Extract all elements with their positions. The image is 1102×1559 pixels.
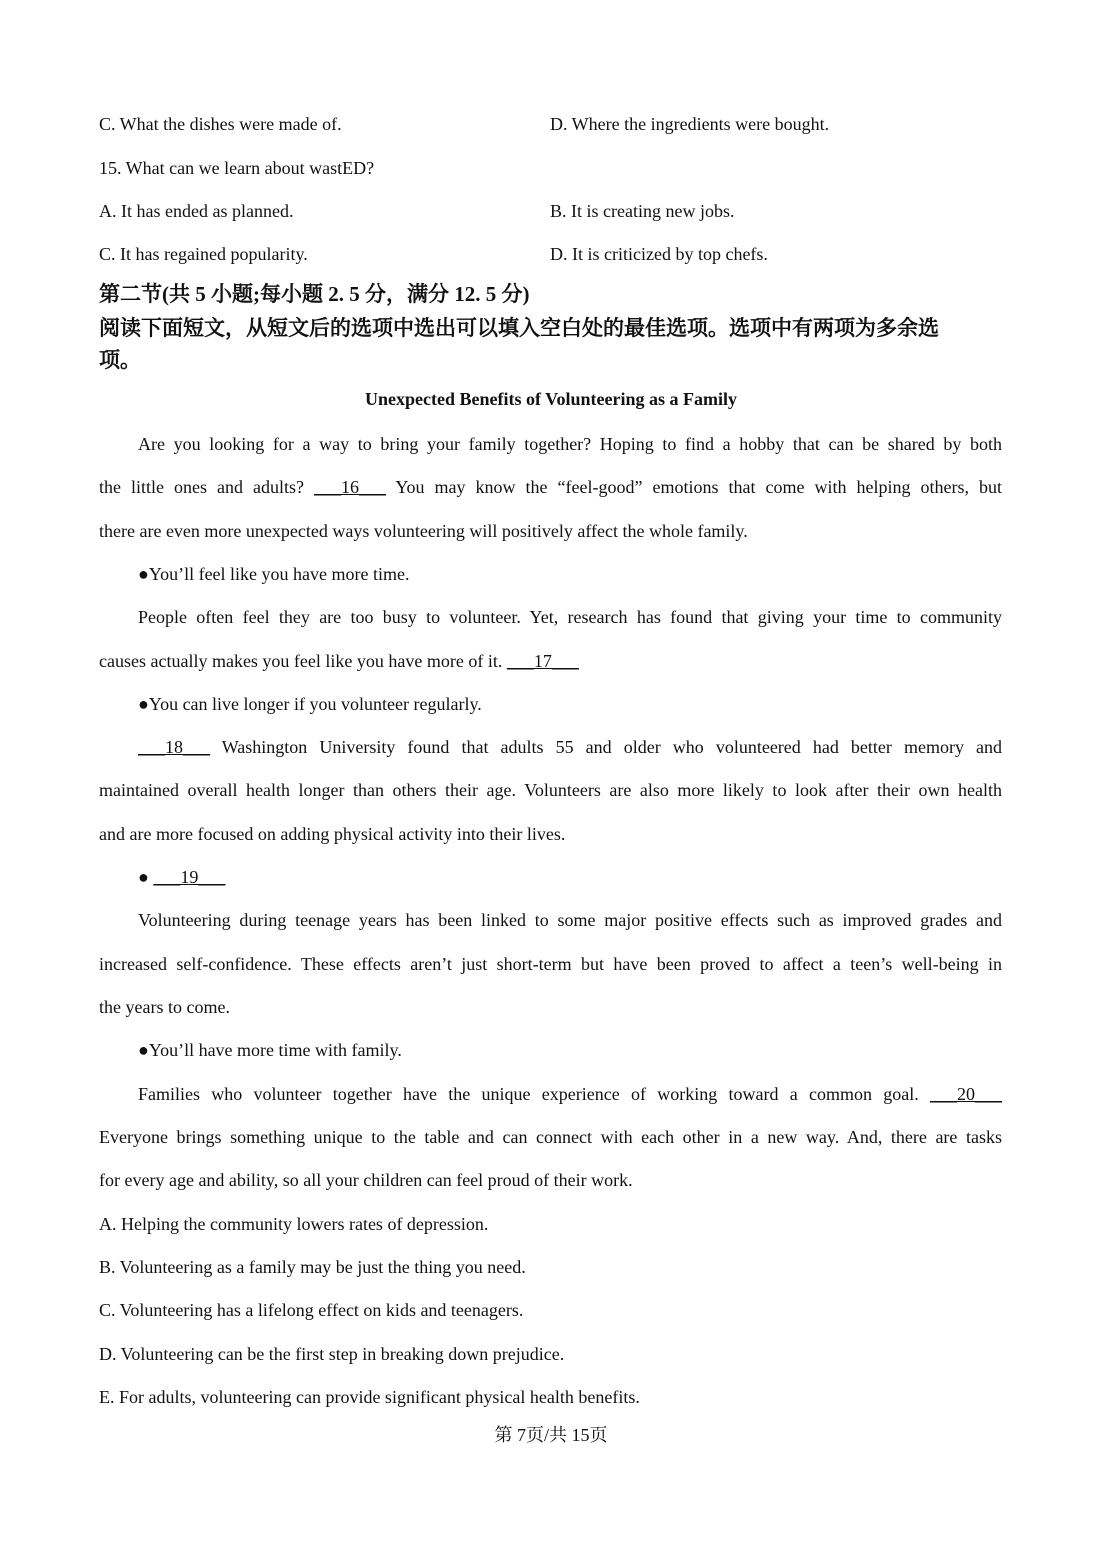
- section-heading: 第二节(共 5 小题;每小题 2. 5 分，满分 12. 5 分): [99, 282, 530, 306]
- q15-option-a: A. It has ended as planned.: [99, 201, 294, 221]
- bullet-icon: ●: [138, 867, 149, 887]
- q14-option-d: D. Where the ingredients were bought.: [550, 114, 830, 134]
- p3-line2: maintained overall health longer than others their age. Volunteers are also more likely to look after their own health: [99, 780, 1002, 800]
- option-e: E. For adults, volunteering can provide significant physical health benefits.: [99, 1387, 640, 1407]
- blank-20: ___20___: [930, 1084, 1002, 1104]
- bullet-3: [138, 865, 225, 889]
- bullet-icon: ●: [138, 564, 149, 584]
- option-a: A. Helping the community lowers rates of depression.: [99, 1214, 489, 1234]
- p4-line2: increased self-confidence. These effects aren’t just short-term but have been proved to affect a teen’s well-being in: [99, 954, 1002, 974]
- p2-line2-text: causes actually makes you feel like you have more of it.: [99, 651, 503, 671]
- option-b: B. Volunteering as a family may be just the thing you need.: [99, 1257, 526, 1277]
- bullet-icon: ●: [138, 1040, 149, 1060]
- blank-16: ___16___: [314, 477, 386, 497]
- q15-option-c: C. It has regained popularity.: [99, 244, 308, 264]
- bullet-1: [138, 562, 410, 586]
- option-c: C. Volunteering has a lifelong effect on kids and teenagers.: [99, 1300, 524, 1320]
- blank-17: ___17___: [506, 651, 579, 671]
- section-instruction-line1: 阅读下面短文，从短文后的选项中选出可以填入空白处的最佳选项。选项中有两项为多余选: [99, 316, 939, 340]
- q14-option-c: C. What the dishes were made of.: [99, 114, 342, 134]
- bullet-2: [138, 692, 482, 716]
- p5-line2: Everyone brings something unique to the table and can connect with each other in a new way. And, there are tasks: [99, 1127, 1002, 1147]
- p1-line2-post: You may know the “feel-good” emotions that come with helping others, but: [395, 477, 1002, 497]
- blank-19: ___19___: [153, 867, 226, 887]
- p2-line1: People often feel they are too busy to volunteer. Yet, research has found that giving your time to community: [138, 607, 1002, 627]
- p5-line3: for every age and ability, so all your children can feel proud of their work.: [99, 1170, 633, 1190]
- q15-option-b: B. It is creating new jobs.: [550, 201, 735, 221]
- p1-line2-pre: the little ones and adults?: [99, 477, 304, 497]
- bullet-4-text: You’ll have more time with family.: [148, 1040, 402, 1060]
- bullet-1-text: You’ll feel like you have more time.: [148, 564, 410, 584]
- p3-line1: [138, 735, 1002, 759]
- bullet-icon: ●: [138, 694, 149, 714]
- p3-line3: and are more focused on adding physical activity into their lives.: [99, 824, 566, 844]
- section-instruction-line2: 项。: [99, 348, 141, 372]
- p1-line3: there are even more unexpected ways volunteering will positively affect the whole family.: [99, 521, 748, 541]
- q15-option-d: D. It is criticized by top chefs.: [550, 244, 768, 264]
- p4-line3: the years to come.: [99, 997, 230, 1017]
- p5-line1: [138, 1082, 1002, 1106]
- p3-line1-post: Washington University found that adults 55 and older who volunteered had better memory and: [221, 737, 1002, 757]
- passage-title: Unexpected Benefits of Volunteering as a Family: [365, 389, 737, 409]
- q15-stem: 15. What can we learn about wastED?: [99, 158, 375, 178]
- option-d: D. Volunteering can be the first step in breaking down prejudice.: [99, 1344, 565, 1364]
- bullet-4: [138, 1038, 402, 1062]
- bullet-2-text: You can live longer if you volunteer regularly.: [148, 694, 482, 714]
- page-number-footer: 第 7页/共 15页: [494, 1425, 608, 1445]
- p5-line1-text: Families who volunteer together have the unique experience of working toward a common goal.: [138, 1084, 919, 1104]
- p4-line1: Volunteering during teenage years has been linked to some major positive effects such as improved grades and: [138, 910, 1002, 930]
- p1-line1: Are you looking for a way to bring your family together? Hoping to find a hobby that can be shared by both: [138, 434, 1002, 454]
- p1-line2: [99, 475, 1002, 499]
- p2-line2: [99, 649, 579, 673]
- blank-18: ___18___: [138, 737, 210, 757]
